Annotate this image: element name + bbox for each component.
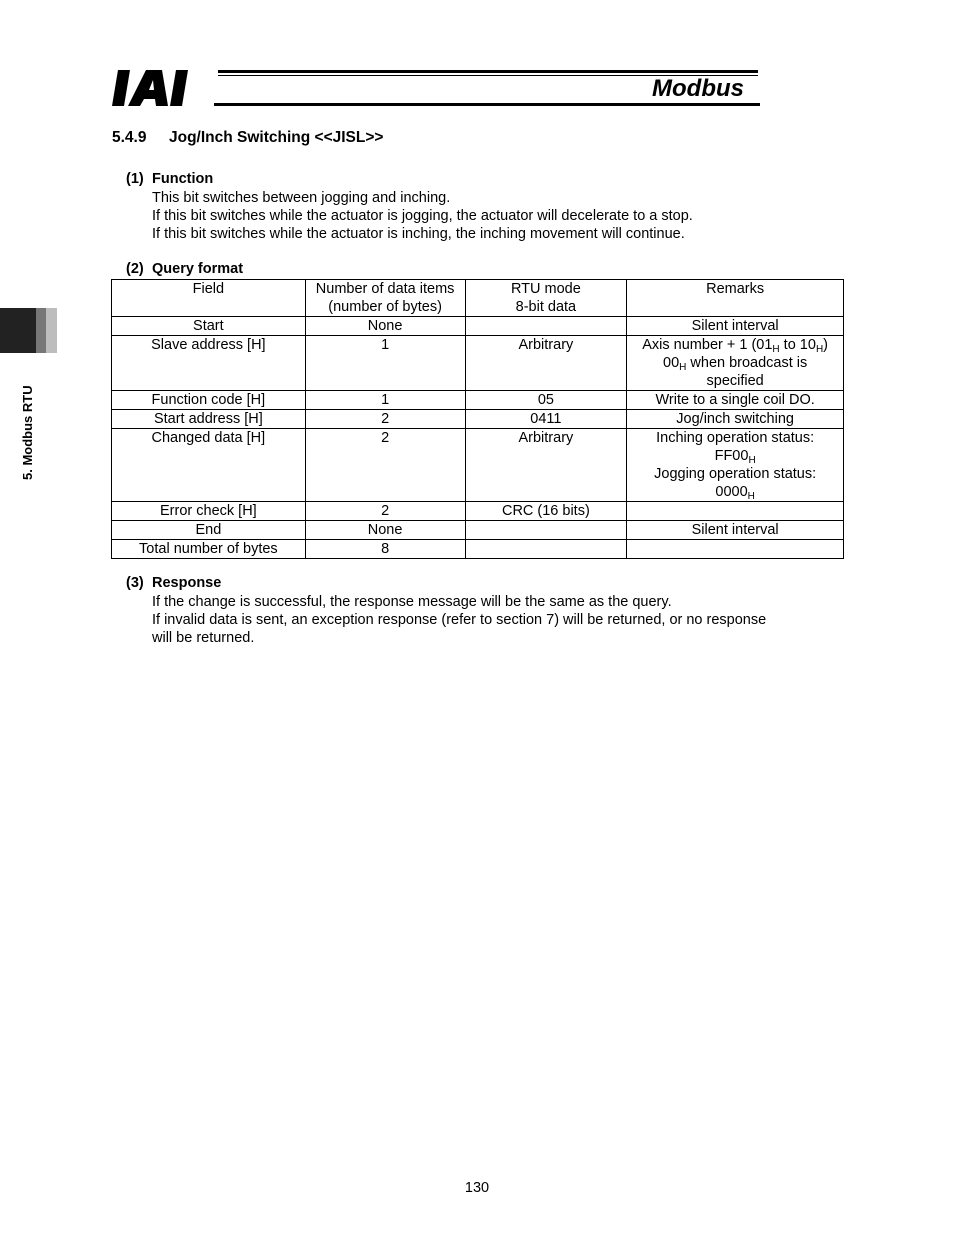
column-header: [627, 280, 844, 317]
hex-subscript: H: [815, 344, 824, 355]
column-header-line: Number of data items: [315, 281, 455, 297]
remarks-line: [631, 410, 839, 428]
section-title: Jog/Inch Switching <<JISL>>: [169, 129, 384, 146]
remarks-line: [631, 317, 839, 335]
remarks-text: when broadcast is: [686, 355, 808, 371]
response-number: (3): [126, 575, 144, 591]
cell-count: 2: [305, 429, 465, 502]
remarks-line: [631, 354, 839, 372]
response-line: If invalid data is sent, an exception response (refer to section 7) will be returned, or no response: [152, 612, 767, 628]
cell-remarks: [627, 391, 844, 410]
column-header-line: Field: [192, 281, 225, 297]
function-number: (1): [126, 171, 144, 187]
remarks-text: 0000: [715, 484, 748, 500]
table-row: [112, 540, 844, 559]
remarks-line: [631, 465, 839, 483]
remarks-line: [631, 391, 839, 409]
table-row: [112, 336, 844, 391]
cell-field: Function code [H]: [112, 391, 306, 410]
query-number: (2): [126, 261, 144, 277]
function-line: This bit switches between jogging and inching.: [152, 190, 451, 206]
remarks-line: [631, 483, 839, 501]
column-header-line: (number of bytes): [328, 299, 442, 315]
remarks-text: Inching operation status:: [656, 430, 815, 446]
cell-rtu: 05: [465, 391, 627, 410]
cell-field: Changed data [H]: [112, 429, 306, 502]
table-row: [112, 391, 844, 410]
remarks-text: Axis number + 1 (01: [642, 337, 773, 353]
cell-remarks: [627, 410, 844, 429]
response-title: Response: [152, 575, 222, 591]
cell-rtu: Arbitrary: [465, 429, 627, 502]
cell-count: 2: [305, 502, 465, 521]
cell-count: 1: [305, 391, 465, 410]
function-line: If this bit switches while the actuator is jogging, the actuator will decelerate to a stop.: [152, 208, 693, 224]
remarks-line: [631, 502, 839, 520]
cell-field: Error check [H]: [112, 502, 306, 521]
hex-subscript: H: [772, 344, 780, 355]
side-tab-block-light: [46, 308, 57, 353]
table-row: [112, 502, 844, 521]
side-tab-block-mid: [36, 308, 46, 353]
cell-rtu: [465, 540, 627, 559]
remarks-text: Write to a single coil DO.: [655, 392, 815, 408]
remarks-text: specified: [706, 373, 764, 389]
response-heading: [126, 575, 221, 591]
remarks-text: FF00: [714, 448, 749, 464]
side-tab-block-dark: [0, 308, 36, 353]
remarks-line: [631, 447, 839, 465]
cell-count: 2: [305, 410, 465, 429]
query-title: Query format: [152, 261, 244, 277]
function-heading: [126, 171, 213, 187]
column-header-line: Remarks: [706, 281, 765, 297]
cell-rtu: [465, 521, 627, 540]
column-header-line: 8-bit data: [515, 299, 577, 315]
table-row: [112, 410, 844, 429]
remarks-text: Silent interval: [691, 318, 779, 334]
cell-count: None: [305, 521, 465, 540]
column-header-line: RTU mode: [510, 281, 581, 297]
hex-subscript: H: [679, 362, 687, 373]
remarks-line: [631, 521, 839, 539]
remarks-text: Silent interval: [691, 522, 779, 538]
header-rule-top: [218, 70, 758, 73]
cell-remarks: [627, 317, 844, 336]
remarks-text: 00: [663, 355, 680, 371]
hex-subscript: H: [748, 455, 756, 466]
remarks-text: ): [823, 337, 829, 353]
remarks-line: [631, 540, 839, 558]
cell-remarks: [627, 336, 844, 391]
side-tab-label: 5. Modbus RTU: [20, 385, 35, 480]
function-body: [152, 189, 693, 243]
remarks-text: to 10: [779, 337, 816, 353]
column-header: [465, 280, 627, 317]
remarks-text: Jogging operation status:: [654, 466, 817, 482]
cell-field: Total number of bytes: [112, 540, 306, 559]
cell-remarks: [627, 521, 844, 540]
column-header: [112, 280, 306, 317]
cell-rtu: Arbitrary: [465, 336, 627, 391]
column-header: [305, 280, 465, 317]
hex-subscript: H: [747, 491, 755, 502]
cell-field: Slave address [H]: [112, 336, 306, 391]
cell-field: Start: [112, 317, 306, 336]
cell-count: None: [305, 317, 465, 336]
cell-field: Start address [H]: [112, 410, 306, 429]
table-row: [112, 429, 844, 502]
cell-rtu: [465, 317, 627, 336]
query-format-table: [111, 279, 844, 559]
response-body: [152, 593, 766, 647]
remarks-text: Jog/inch switching: [676, 411, 794, 427]
response-line: will be returned.: [152, 630, 255, 646]
cell-remarks: [627, 502, 844, 521]
table-row: [112, 521, 844, 540]
cell-rtu: 0411: [465, 410, 627, 429]
query-heading: [126, 261, 243, 277]
cell-remarks: [627, 540, 844, 559]
cell-rtu: CRC (16 bits): [465, 502, 627, 521]
section-number: 5.4.9: [112, 129, 147, 146]
header-title: Modbus: [652, 75, 744, 102]
remarks-line: [631, 336, 839, 354]
page-number: 130: [464, 1180, 490, 1196]
logo-text: IAI: [112, 107, 114, 108]
cell-field: End: [112, 521, 306, 540]
section-heading: [112, 129, 383, 147]
cell-count: 8: [305, 540, 465, 559]
function-line: If this bit switches while the actuator is inching, the inching movement will continue.: [152, 226, 685, 242]
cell-remarks: [627, 429, 844, 502]
cell-count: 1: [305, 336, 465, 391]
function-title: Function: [152, 171, 214, 187]
iai-logo: [112, 68, 212, 108]
table-header-row: [112, 280, 844, 317]
remarks-line: [631, 372, 839, 390]
response-line: If the change is successful, the response message will be the same as the query.: [152, 594, 672, 610]
table-row: [112, 317, 844, 336]
remarks-line: [631, 429, 839, 447]
